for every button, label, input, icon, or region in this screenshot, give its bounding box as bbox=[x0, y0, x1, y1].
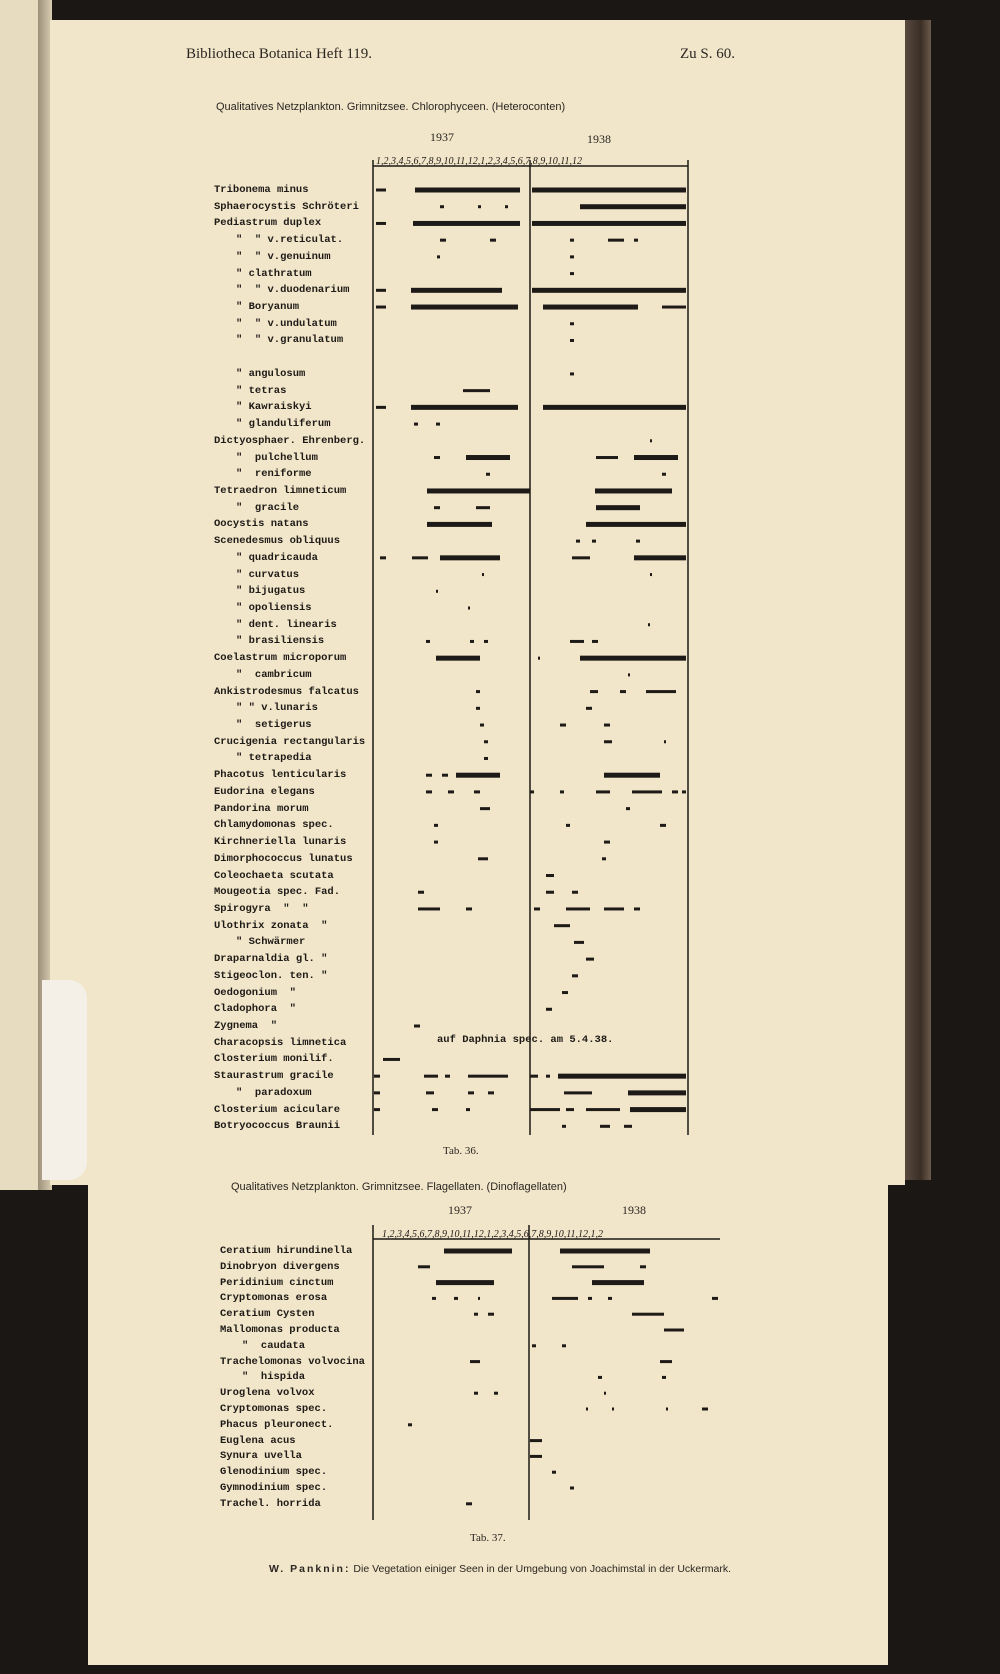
table36-occurrence-mark bbox=[596, 456, 618, 459]
table36-occurrence-mark bbox=[411, 305, 518, 310]
table36-row-label: Dictyosphaer. Ehrenberg. bbox=[214, 434, 366, 447]
table37-occurrence-mark bbox=[612, 1408, 614, 1411]
table36-occurrence-mark bbox=[672, 790, 678, 793]
table36-occurrence-mark bbox=[534, 907, 540, 910]
table37-occurrence-mark bbox=[470, 1360, 480, 1363]
table37-row-label: Ceratium Cysten bbox=[220, 1308, 315, 1321]
table36-occurrence-mark bbox=[427, 522, 492, 527]
table36-row-label: Cladophora " bbox=[214, 1003, 296, 1016]
table36-occurrence-mark bbox=[434, 506, 440, 509]
table36-occurrence-mark bbox=[626, 807, 630, 810]
table37-occurrence-mark bbox=[436, 1280, 494, 1285]
table37-occurrence-mark bbox=[702, 1408, 708, 1411]
table36-occurrence-mark bbox=[470, 640, 474, 643]
table36-row-label: Ankistrodesmus falcatus bbox=[214, 685, 359, 698]
table36-occurrence-mark bbox=[660, 824, 666, 827]
table36-occurrence-mark bbox=[570, 255, 574, 258]
table36-occurrence-mark bbox=[564, 1091, 592, 1094]
table36-occurrence-mark bbox=[590, 690, 598, 693]
table36-occurrence-mark bbox=[580, 656, 686, 661]
table36-occurrence-mark bbox=[424, 1075, 438, 1078]
table36-occurrence-mark bbox=[440, 205, 444, 208]
table36-row-label: " reniforme bbox=[236, 468, 312, 481]
table37-caption: Qualitatives Netzplankton. Grimnitzsee. Flagellaten. (Dinoflagellaten) bbox=[231, 1181, 567, 1193]
table36-occurrence-mark bbox=[468, 607, 470, 610]
table36-occurrence-mark bbox=[662, 306, 686, 309]
table36-row-label: Pandorina morum bbox=[214, 802, 309, 815]
table36-row-label: " paradoxum bbox=[236, 1086, 312, 1099]
table36-row-label: " tetrapedia bbox=[236, 752, 312, 765]
table37-occurrence-mark bbox=[664, 1329, 684, 1332]
table36-row-label: Mougeotia spec. Fad. bbox=[214, 886, 341, 899]
table36-occurrence-mark bbox=[476, 506, 490, 509]
table36-occurrence-mark bbox=[570, 322, 574, 325]
table36-occurrence-mark bbox=[600, 1125, 610, 1128]
table37-occurrence-mark bbox=[552, 1297, 578, 1300]
table36-occurrence-mark bbox=[650, 439, 652, 442]
table37-occurrence-mark bbox=[478, 1297, 480, 1300]
table36-occurrence-mark bbox=[592, 640, 598, 643]
table36-occurrence-mark bbox=[480, 807, 490, 810]
table36-row-label: " Kawraiskyi bbox=[236, 401, 312, 414]
table36-occurrence-mark bbox=[543, 305, 638, 310]
table36-occurrence-mark bbox=[437, 255, 440, 258]
footer-author: W. Panknin: bbox=[268, 1563, 351, 1575]
table36-occurrence-mark bbox=[632, 790, 662, 793]
table36-row-label: " " v.lunaris bbox=[236, 702, 318, 715]
table36-occurrence-mark bbox=[604, 740, 612, 743]
table36-occurrence-mark bbox=[376, 189, 386, 192]
table36-occurrence-mark bbox=[586, 707, 592, 710]
table36-occurrence-mark bbox=[560, 790, 564, 793]
table36-row-label: Coelastrum microporum bbox=[214, 652, 347, 665]
table37-row-label: Synura uvella bbox=[220, 1450, 302, 1463]
table37-occurrence-mark bbox=[572, 1265, 604, 1268]
table36-row-label: " quadricauda bbox=[236, 551, 318, 564]
table36-occurrence-mark bbox=[530, 1108, 560, 1111]
table36-occurrence-mark bbox=[562, 1125, 566, 1128]
table36-occurrence-mark bbox=[466, 907, 472, 910]
table36-occurrence-mark bbox=[434, 824, 438, 827]
table36-occurrence-mark bbox=[576, 540, 580, 543]
table36-occurrence-mark bbox=[436, 656, 480, 661]
table36-occurrence-mark bbox=[558, 1074, 686, 1079]
table36-occurrence-mark bbox=[650, 573, 652, 576]
table36-occurrence-mark bbox=[648, 623, 650, 626]
table36-occurrence-mark bbox=[570, 372, 574, 375]
table36-row-label: Characopsis limnetica bbox=[214, 1036, 347, 1049]
table36-row-label: " " v.undulatum bbox=[236, 317, 337, 330]
table37-occurrence-mark bbox=[604, 1392, 606, 1395]
table36-occurrence-mark bbox=[427, 488, 530, 493]
table36-row-label: Coleochaeta scutata bbox=[214, 869, 334, 882]
table36-occurrence-mark bbox=[628, 1090, 686, 1095]
table36-row-label: Ulothrix zonata " bbox=[214, 919, 328, 932]
table37-occurrence-mark bbox=[444, 1249, 512, 1254]
table36-occurrence-mark bbox=[376, 289, 386, 292]
table36-occurrence-mark bbox=[468, 1091, 474, 1094]
table36-occurrence-mark bbox=[413, 221, 520, 226]
table36-occurrence-mark bbox=[426, 1091, 434, 1094]
table36-occurrence-mark bbox=[415, 188, 520, 193]
table36-occurrence-mark bbox=[414, 1025, 420, 1028]
footer-title: Die Vegetation einiger Seen in der Umgebung von Joachimstal in der Uckermark. bbox=[353, 1563, 732, 1575]
table37-occurrence-mark bbox=[570, 1487, 574, 1490]
table37-row-label: Cryptomonas erosa bbox=[220, 1292, 328, 1305]
table37-month-axis: 1,2,3,4,5,6,7,8,9,10,11,12,1,2,3,4,5,6,7,8,9,10,11,12,1,2 bbox=[382, 1229, 604, 1240]
table36-row-label: " opoliensis bbox=[236, 602, 312, 614]
table36-occurrence-mark bbox=[586, 522, 686, 527]
table36-occurrence-mark bbox=[630, 1107, 686, 1112]
table36-row-label: " dent. linearis bbox=[236, 618, 337, 631]
table37-row-label: Peridinium cinctum bbox=[220, 1276, 334, 1289]
table36-occurrence-mark bbox=[418, 891, 424, 894]
table36-occurrence-mark bbox=[604, 773, 660, 778]
table36-occurrence-mark bbox=[426, 774, 432, 777]
table36-occurrence-mark bbox=[570, 640, 584, 643]
table36-row-label: " " v.genuinum bbox=[236, 250, 331, 263]
table36-occurrence-mark bbox=[580, 204, 686, 209]
table36-occurrence-mark bbox=[380, 556, 386, 559]
table37-row-label: Uroglena volvox bbox=[220, 1387, 315, 1400]
table36-occurrence-mark bbox=[445, 1075, 450, 1078]
table37-occurrence-mark bbox=[592, 1280, 644, 1285]
table36-occurrence-mark bbox=[570, 272, 574, 275]
table36-occurrence-mark bbox=[434, 841, 438, 844]
table36-occurrence-mark bbox=[546, 891, 554, 894]
table36-row-label: Tetraedron limneticum bbox=[214, 484, 347, 497]
table36-year-1937: 1937 bbox=[430, 130, 454, 144]
table37-row-label: Phacus pleuronect. bbox=[220, 1418, 334, 1431]
table36-row-label: " Boryanum bbox=[236, 301, 300, 314]
table36-row-label: Stigeoclon. ten. " bbox=[214, 969, 328, 982]
table36-occurrence-mark bbox=[595, 488, 672, 493]
table36-row-label: Chlamydomonas spec. bbox=[214, 819, 334, 832]
table36-occurrence-mark bbox=[530, 790, 534, 793]
table36-occurrence-mark bbox=[376, 222, 386, 225]
table36-occurrence-mark bbox=[572, 556, 590, 559]
table36-month-axis: 1,2,3,4,5,6,7,8,9,10,11,12,1,2,3,4,5,6,7,8,9,10,11,12 bbox=[376, 156, 583, 167]
table36-row-label: Botryococcus Braunii bbox=[214, 1120, 341, 1133]
table36-occurrence-mark bbox=[586, 958, 594, 961]
table37-occurrence-mark bbox=[608, 1297, 612, 1300]
table36-row-label: Sphaerocystis Schröteri bbox=[214, 200, 359, 213]
table36-row-label: " tetras bbox=[236, 384, 287, 397]
table36-row-label: " " v.duodenarium bbox=[236, 284, 350, 297]
table36-occurrence-mark bbox=[682, 790, 686, 793]
table36-occurrence-mark bbox=[554, 924, 570, 927]
table37-occurrence-mark bbox=[488, 1313, 494, 1316]
table36-occurrence-mark bbox=[543, 405, 686, 410]
table36-occurrence-mark bbox=[482, 573, 484, 576]
table36-year-1938: 1938 bbox=[587, 132, 611, 146]
table37-occurrence-mark bbox=[640, 1265, 646, 1268]
table37-occurrence-mark bbox=[454, 1297, 458, 1300]
table37-occurrence-mark bbox=[660, 1360, 672, 1363]
table36-occurrence-mark bbox=[418, 907, 440, 910]
table36-occurrence-mark bbox=[411, 288, 502, 293]
table36-row-label: Staurastrum gracile bbox=[214, 1070, 334, 1083]
table36-occurrence-mark bbox=[604, 841, 610, 844]
table36-occurrence-mark bbox=[436, 590, 438, 593]
table36-occurrence-mark bbox=[566, 907, 590, 910]
table36-occurrence-mark bbox=[646, 690, 676, 693]
table36-occurrence-mark bbox=[505, 205, 508, 208]
table36-row-label: " Schwärmer bbox=[236, 936, 306, 949]
table36-occurrence-mark bbox=[538, 657, 540, 660]
table36-occurrence-mark bbox=[608, 239, 624, 242]
table36-occurrence-mark bbox=[628, 673, 630, 676]
running-header-left: Bibliotheca Botanica Heft 119. bbox=[186, 46, 373, 62]
table36-occurrence-mark bbox=[440, 555, 500, 560]
table36-row-label: Closterium aciculare bbox=[214, 1103, 341, 1116]
table36-occurrence-mark bbox=[560, 724, 566, 727]
table37-label: Tab. 37. bbox=[470, 1532, 506, 1544]
table36-occurrence-mark bbox=[463, 389, 490, 392]
table36-occurrence-mark bbox=[586, 1108, 620, 1111]
table36-occurrence-mark bbox=[478, 857, 488, 860]
table36-occurrence-mark bbox=[432, 1108, 438, 1111]
table36-occurrence-mark bbox=[546, 1008, 552, 1011]
table36-occurrence-mark bbox=[546, 874, 554, 877]
table36-occurrence-mark bbox=[478, 205, 481, 208]
table36-occurrence-mark bbox=[596, 790, 610, 793]
table36-row-label: Scenedesmus obliquus bbox=[214, 535, 341, 548]
table36-occurrence-mark bbox=[532, 288, 686, 293]
table36-row-label: " cambricum bbox=[236, 668, 312, 681]
table36-occurrence-mark bbox=[532, 188, 686, 193]
table36-row-label: " pulchellum bbox=[236, 451, 318, 464]
table37-row-label: Dinobryon divergens bbox=[220, 1260, 340, 1273]
table36-row-label: Oedogonium " bbox=[214, 986, 296, 999]
table36-row-label: " curvatus bbox=[236, 568, 300, 581]
table37-occurrence-mark bbox=[560, 1249, 650, 1254]
table37-row-label: Mallomonas producta bbox=[220, 1324, 340, 1336]
table36-occurrence-mark bbox=[602, 857, 606, 860]
table36-occurrence-mark bbox=[466, 1108, 470, 1111]
table36-occurrence-mark bbox=[474, 790, 480, 793]
table36-occurrence-mark bbox=[592, 540, 596, 543]
table36-row-label: " " v.reticulat. bbox=[236, 234, 344, 247]
table37-row-label: " hispida bbox=[242, 1371, 306, 1384]
table36-row-label: " angulosum bbox=[236, 367, 306, 380]
table36-occurrence-mark bbox=[634, 555, 686, 560]
table37-occurrence-mark bbox=[662, 1376, 666, 1379]
table36-row-label: " " v.granulatum bbox=[236, 334, 344, 347]
table37-occurrence-mark bbox=[466, 1502, 472, 1505]
table36-occurrence-mark bbox=[426, 790, 432, 793]
table36-row-label: Spirogyra " " bbox=[214, 902, 309, 915]
table36-occurrence-mark bbox=[546, 1075, 550, 1078]
table36-occurrence-mark bbox=[456, 773, 500, 778]
table36-row-label: Dimorphococcus lunatus bbox=[214, 852, 353, 865]
table37-occurrence-mark bbox=[530, 1455, 542, 1458]
table36-row-label: Tribonema minus bbox=[214, 184, 309, 196]
table37-occurrence-mark bbox=[530, 1439, 542, 1442]
table36-row-label: Crucigenia rectangularis bbox=[214, 735, 366, 748]
table37-occurrence-mark bbox=[562, 1344, 566, 1347]
table36-occurrence-mark bbox=[596, 505, 640, 510]
table36-row-label: Closterium monilif. bbox=[214, 1053, 334, 1066]
table36-occurrence-mark bbox=[574, 941, 584, 944]
table36-occurrence-mark bbox=[636, 540, 640, 543]
table36-occurrence-mark bbox=[570, 239, 574, 242]
table36-occurrence-mark bbox=[490, 239, 496, 242]
table36-occurrence-mark bbox=[383, 1058, 400, 1061]
table36-occurrence-mark bbox=[411, 405, 518, 410]
table36-occurrence-mark bbox=[634, 455, 678, 460]
table37-row-label: Gymnodinium spec. bbox=[220, 1482, 328, 1494]
table37-year-1937: 1937 bbox=[448, 1203, 472, 1217]
page-footer bbox=[0, 1563, 1000, 1575]
table36-row-label: " clathratum bbox=[236, 267, 312, 280]
table36-occurrence-mark bbox=[480, 724, 484, 727]
table36-occurrence-mark bbox=[604, 724, 610, 727]
table37-occurrence-mark bbox=[494, 1392, 498, 1395]
table36-occurrence-mark bbox=[664, 740, 666, 743]
table36-row-label: Eudorina elegans bbox=[214, 785, 315, 798]
table36-occurrence-mark bbox=[486, 473, 490, 476]
table36-occurrence-mark bbox=[484, 640, 488, 643]
table36-occurrence-mark bbox=[374, 1091, 380, 1094]
table36-occurrence-mark bbox=[572, 891, 578, 894]
table36-occurrence-mark bbox=[566, 824, 570, 827]
table36-occurrence-mark bbox=[572, 974, 578, 977]
table36-row-label: " setigerus bbox=[236, 719, 312, 732]
table37-occurrence-mark bbox=[408, 1423, 412, 1426]
table36-occurrence-mark bbox=[484, 757, 488, 760]
table36-occurrence-mark bbox=[376, 406, 386, 409]
table37-occurrence-mark bbox=[474, 1392, 478, 1395]
table37-row-label: Ceratium hirundinella bbox=[220, 1245, 353, 1257]
table37-row-label: Cryptomonas spec. bbox=[220, 1403, 328, 1415]
table36-row-label: Pediastrum duplex bbox=[214, 217, 322, 230]
table37-occurrence-mark bbox=[474, 1313, 478, 1316]
table37-occurrence-mark bbox=[418, 1265, 430, 1268]
table36-occurrence-mark bbox=[634, 239, 638, 242]
table36-occurrence-mark bbox=[426, 640, 430, 643]
table37-occurrence-mark bbox=[432, 1297, 436, 1300]
running-header-right: Zu S. 60. bbox=[680, 46, 736, 62]
table37-occurrence-mark bbox=[632, 1313, 664, 1316]
table37-occurrence-mark bbox=[598, 1376, 602, 1379]
table36-row-label: " gracile bbox=[236, 501, 300, 514]
table36-occurrence-mark bbox=[662, 473, 666, 476]
table36-occurrence-mark bbox=[376, 306, 386, 309]
table36-occurrence-mark bbox=[468, 1075, 508, 1078]
table36-occurrence-mark bbox=[374, 1075, 380, 1078]
table36-occurrence-mark bbox=[634, 907, 640, 910]
table36-occurrence-mark bbox=[484, 740, 488, 743]
table37-row-label: Glenodinium spec. bbox=[220, 1466, 328, 1479]
table36-occurrence-mark bbox=[476, 707, 480, 710]
table36-occurrence-mark bbox=[562, 991, 568, 994]
table36-occurrence-mark bbox=[530, 1075, 538, 1078]
table36-occurrence-mark bbox=[442, 774, 448, 777]
table36-row-label: " bijugatus bbox=[236, 585, 306, 598]
table37-row-label: Trachel. horrida bbox=[220, 1497, 321, 1510]
table36-occurrence-mark bbox=[476, 690, 480, 693]
table36-occurrence-mark bbox=[466, 455, 510, 460]
table36-occurrence-mark bbox=[440, 239, 446, 242]
table37-occurrence-mark bbox=[552, 1471, 556, 1474]
table37-row-label: Euglena acus bbox=[220, 1434, 296, 1447]
table36-row-label: Kirchneriella lunaris bbox=[214, 836, 347, 849]
table37-occurrence-mark bbox=[532, 1344, 536, 1347]
table36-occurrence-mark bbox=[620, 690, 626, 693]
table36-occurrence-mark bbox=[434, 456, 440, 459]
table36-occurrence-mark bbox=[624, 1125, 632, 1128]
table36-note: auf Daphnia spec. am 5.4.38. bbox=[437, 1034, 614, 1046]
table37-occurrence-mark bbox=[712, 1297, 718, 1300]
table36-row-label: " brasiliensis bbox=[236, 635, 325, 648]
table36-occurrence-mark bbox=[604, 907, 624, 910]
table37-row-label: " caudata bbox=[242, 1339, 306, 1352]
table36-row-label: Zygnema " bbox=[214, 1020, 278, 1032]
table36-occurrence-mark bbox=[532, 221, 686, 226]
table36-occurrence-mark bbox=[374, 1108, 380, 1111]
table36-occurrence-mark bbox=[414, 423, 418, 426]
table36-row-label: Oocystis natans bbox=[214, 518, 309, 531]
table36-caption: Qualitatives Netzplankton. Grimnitzsee. Chlorophyceen. (Heteroconten) bbox=[216, 101, 566, 113]
table36-occurrence-mark bbox=[570, 339, 574, 342]
table36-occurrence-mark bbox=[412, 556, 428, 559]
table37-year-1938: 1938 bbox=[622, 1203, 646, 1217]
table36-occurrence-mark bbox=[488, 1091, 494, 1094]
table36-occurrence-mark bbox=[448, 790, 454, 793]
table37-occurrence-mark bbox=[586, 1408, 588, 1411]
table37-occurrence-mark bbox=[588, 1297, 592, 1300]
table36-row-label: Draparnaldia gl. " bbox=[214, 953, 328, 966]
table37-occurrence-mark bbox=[666, 1408, 668, 1411]
table36-occurrence-mark bbox=[436, 423, 440, 426]
table36-label: Tab. 36. bbox=[443, 1145, 479, 1157]
table36-row-label: " glanduliferum bbox=[236, 418, 331, 431]
table37-row-label: Trachelomonas volvocina bbox=[220, 1355, 365, 1368]
table36-occurrence-mark bbox=[566, 1108, 574, 1111]
table36-row-label: Phacotus lenticularis bbox=[214, 769, 347, 782]
